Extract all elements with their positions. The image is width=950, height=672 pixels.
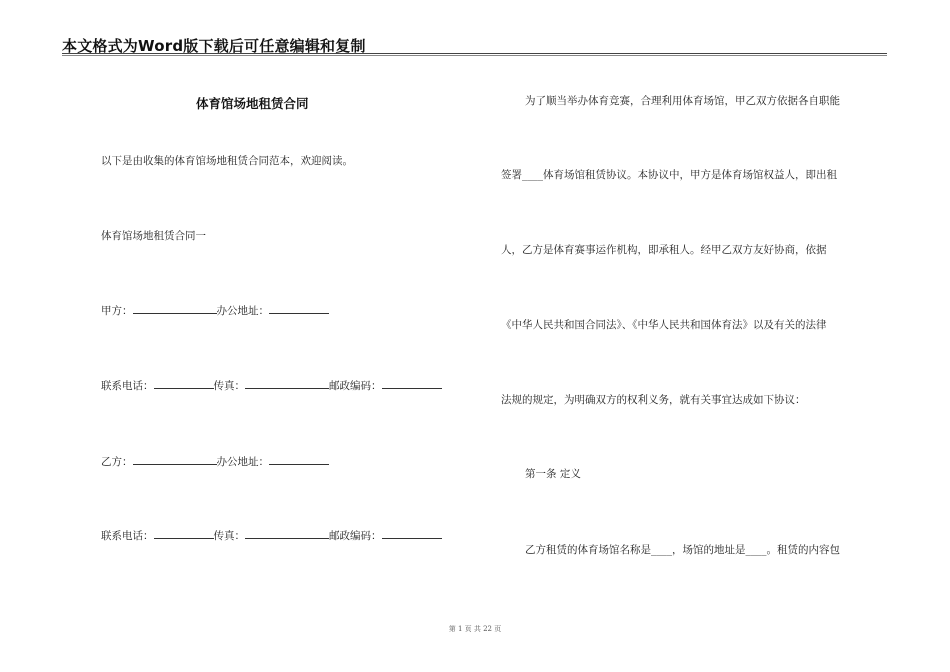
document-title: 体育馆场地租赁合同 bbox=[196, 96, 309, 111]
article-1-title: 第一条 定义 bbox=[525, 468, 581, 480]
party-b-fax-label: 传真： bbox=[213, 530, 245, 542]
agreement-paragraph-line-1: 为了顺当举办体育竞赛，合理利用体育场馆，甲乙双方依据各自职能 bbox=[525, 95, 840, 107]
article-1-line-1: 乙方租赁的体育场馆名称是____，场馆的地址是____。租赁的内容包 bbox=[525, 544, 840, 556]
party-a-contact-row bbox=[101, 378, 442, 393]
page-number-footer: 第 1 页 共 22 页 bbox=[448, 625, 502, 633]
party-b-row bbox=[101, 454, 329, 469]
party-b-postcode-label: 邮政编码： bbox=[329, 530, 382, 542]
party-b-contact-row bbox=[101, 528, 442, 543]
section-title: 体育馆场地租赁合同一 bbox=[101, 230, 206, 242]
party-a-office-address-blank[interactable] bbox=[269, 303, 329, 314]
party-a-fax-blank[interactable] bbox=[245, 378, 329, 389]
party-a-phone-blank[interactable] bbox=[154, 378, 214, 389]
party-b-office-address-label: 办公地址： bbox=[216, 456, 269, 468]
party-a-postcode-blank[interactable] bbox=[382, 378, 442, 389]
agreement-paragraph-line-2: 签署____体育场馆租赁协议。本协议中，甲方是体育场馆权益人，即出租 bbox=[501, 169, 837, 181]
agreement-paragraph-line-3: 人，乙方是体育赛事运作机构，即承租人。经甲乙双方友好协商，依据 bbox=[501, 244, 827, 256]
party-b-fax-blank[interactable] bbox=[245, 528, 329, 539]
party-b-postcode-blank[interactable] bbox=[382, 528, 442, 539]
party-a-office-address-label: 办公地址： bbox=[216, 305, 269, 317]
intro-paragraph: 以下是由收集的体育馆场地租赁合同范本，欢迎阅读。 bbox=[101, 155, 353, 167]
agreement-paragraph-line-5: 法规的规定，为明确双方的权利义务，就有关事宜达成如下协议： bbox=[501, 394, 806, 406]
party-a-phone-label: 联系电话： bbox=[101, 380, 154, 392]
header-divider bbox=[62, 53, 887, 54]
party-a-fax-label: 传真： bbox=[213, 380, 245, 392]
party-b-name-blank[interactable] bbox=[133, 454, 217, 465]
party-b-phone-label: 联系电话： bbox=[101, 530, 154, 542]
agreement-paragraph-line-4: 《中华人民共和国合同法》、《中华人民共和国体育法》以及有关的法律 bbox=[501, 319, 827, 331]
party-b-label: 乙方： bbox=[101, 456, 133, 468]
header-divider-secondary bbox=[62, 55, 887, 56]
party-b-office-address-blank[interactable] bbox=[269, 454, 329, 465]
party-a-label: 甲方： bbox=[101, 305, 133, 317]
party-a-row bbox=[101, 303, 329, 318]
party-b-phone-blank[interactable] bbox=[154, 528, 214, 539]
party-a-postcode-label: 邮政编码： bbox=[329, 380, 382, 392]
party-a-name-blank[interactable] bbox=[133, 303, 217, 314]
page-header-title: 本文格式为Word版下载后可任意编辑和复制 bbox=[62, 37, 366, 55]
